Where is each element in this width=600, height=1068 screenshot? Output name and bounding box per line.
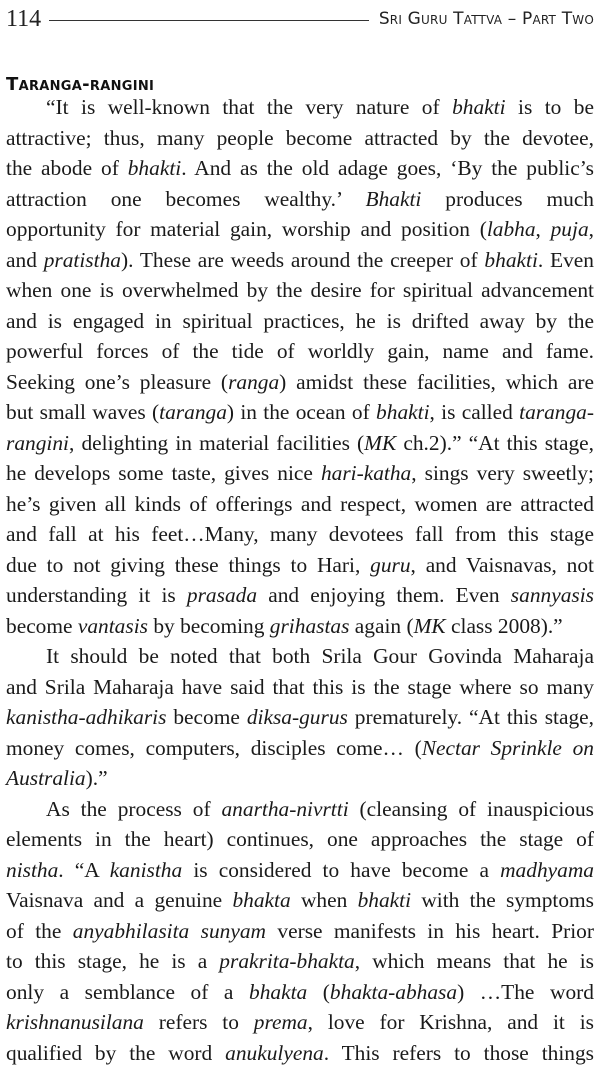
text-run: , which means that he is xyxy=(355,949,594,973)
text-run: ch.2).” “At this stage, xyxy=(396,431,594,455)
text-run: the abode of xyxy=(6,156,128,180)
text-line xyxy=(6,580,594,611)
text-line xyxy=(6,641,594,672)
section-heading: Taranga-rangini xyxy=(6,74,154,95)
italic-term: anartha-nivrtti xyxy=(221,797,348,821)
italic-term: bhakti xyxy=(484,248,537,272)
text-line xyxy=(6,611,594,642)
text-line xyxy=(6,855,594,886)
text-run: . This refers to those things xyxy=(324,1041,594,1065)
running-head xyxy=(6,2,594,36)
text-run: and Srila Maharaja have said that this is the stage where so many xyxy=(6,675,594,699)
text-line xyxy=(6,153,594,184)
text-run: and enjoying them. Even xyxy=(257,583,511,607)
text-run: . And as the old adage goes, ‘By the public’s xyxy=(181,156,594,180)
text-run: he develops some taste, gives nice xyxy=(6,461,321,485)
italic-term: bhakti xyxy=(452,95,505,119)
text-run: become xyxy=(6,614,78,638)
italic-term: anukulyena xyxy=(225,1041,324,1065)
text-run: when one is overwhelmed by the desire for spiritual advancement xyxy=(6,278,594,302)
italic-term: diksa-gurus xyxy=(247,705,348,729)
italic-term: prasada xyxy=(187,583,257,607)
text-run: ). These are weeds around the creeper of xyxy=(121,248,484,272)
text-line xyxy=(6,245,594,276)
text-run: Vaisnava and a genuine xyxy=(6,888,232,912)
text-run: opportunity for material gain, worship and position ( xyxy=(6,217,487,241)
italic-term: prakrita-bhakta xyxy=(219,949,354,973)
text-line xyxy=(6,550,594,581)
text-run: (cleansing of inauspicious xyxy=(349,797,594,821)
text-run: , xyxy=(589,217,594,241)
italic-term: grihastas xyxy=(270,614,350,638)
text-run: ) in the ocean of xyxy=(227,400,376,424)
text-line xyxy=(6,458,594,489)
body-text xyxy=(6,92,594,1068)
text-run: to this stage, he is a xyxy=(6,949,219,973)
italic-term: MK xyxy=(414,614,446,638)
text-run: attractive; thus, many people become attracted by the devotee, xyxy=(6,126,594,150)
text-run: is to be xyxy=(506,95,594,119)
text-run: prematurely. “At this stage, xyxy=(348,705,594,729)
text-run: It should be noted that both Srila Gour Govinda Maharaja xyxy=(46,644,594,668)
text-line xyxy=(6,428,594,459)
text-line xyxy=(6,763,594,794)
text-run: of the xyxy=(6,919,73,943)
text-run: by becoming xyxy=(148,614,270,638)
text-line xyxy=(6,794,594,825)
italic-term: kanistha-adhikaris xyxy=(6,705,166,729)
text-run: with the symptoms xyxy=(411,888,594,912)
text-line xyxy=(6,672,594,703)
italic-term: vantasis xyxy=(78,614,148,638)
italic-term: krishnanusilana xyxy=(6,1010,144,1034)
text-run: due to not giving these things to Hari, xyxy=(6,553,370,577)
italic-term: bhakti xyxy=(358,888,411,912)
text-run: is considered to have become a xyxy=(182,858,500,882)
text-run: elements in the heart) continues, one approaches the stage of xyxy=(6,827,594,851)
italic-term: bhakti xyxy=(376,400,429,424)
text-run: attraction one becomes wealthy.’ xyxy=(6,187,366,211)
italic-term: labha xyxy=(487,217,536,241)
header-rule xyxy=(49,20,369,21)
text-run: As the process of xyxy=(46,797,221,821)
text-run: , delighting in material facilities ( xyxy=(69,431,364,455)
italic-term: ranga xyxy=(228,370,279,394)
text-run: ( xyxy=(307,980,330,1004)
italic-term: madhyama xyxy=(500,858,594,882)
text-run: , sings very sweetly; xyxy=(411,461,594,485)
text-line xyxy=(6,519,594,550)
text-run: ) amidst these facilities, which are xyxy=(279,370,594,394)
text-line xyxy=(6,733,594,764)
text-line xyxy=(6,702,594,733)
text-run: and xyxy=(6,248,44,272)
text-line xyxy=(6,1007,594,1038)
text-run: . Even xyxy=(538,248,594,272)
text-run: but small waves ( xyxy=(6,400,159,424)
text-run: verse manifests in his heart. Prior xyxy=(266,919,594,943)
text-run: Seeking one’s pleasure ( xyxy=(6,370,228,394)
text-line xyxy=(6,946,594,977)
italic-term: guru xyxy=(370,553,410,577)
text-line xyxy=(6,824,594,855)
italic-term: kanistha xyxy=(110,858,183,882)
text-run: qualified by the word xyxy=(6,1041,225,1065)
text-run: only a semblance of a xyxy=(6,980,249,1004)
text-line xyxy=(6,489,594,520)
text-run: powerful forces of the tide of worldly gain, name and fame. xyxy=(6,339,594,363)
text-line xyxy=(6,123,594,154)
text-run: , love for Krishna, and it is xyxy=(308,1010,594,1034)
page-number: 114 xyxy=(6,6,41,33)
text-run: . “A xyxy=(58,858,109,882)
italic-term: pratistha xyxy=(44,248,121,272)
text-run: class 2008).” xyxy=(446,614,563,638)
text-run: become xyxy=(166,705,246,729)
text-run: , is called xyxy=(430,400,520,424)
italic-term: Nectar Sprinkle on xyxy=(422,736,594,760)
italic-term: Bhakti xyxy=(366,187,422,211)
italic-term: taranga- xyxy=(519,400,594,424)
text-line xyxy=(6,397,594,428)
text-run: money comes, computers, disciples come… ( xyxy=(6,736,422,760)
text-line xyxy=(6,885,594,916)
italic-term: bhakta-abhasa xyxy=(330,980,457,1004)
text-line xyxy=(6,367,594,398)
text-run: again ( xyxy=(349,614,413,638)
italic-term: MK xyxy=(364,431,396,455)
italic-term: Australia xyxy=(6,766,86,790)
text-line xyxy=(6,1038,594,1068)
italic-term: anyabhilasita sunyam xyxy=(73,919,266,943)
text-run: when xyxy=(291,888,358,912)
italic-term: nistha xyxy=(6,858,58,882)
text-line xyxy=(6,306,594,337)
text-line xyxy=(6,92,594,123)
text-run: produces much xyxy=(421,187,594,211)
running-title: Sri Guru Tattva – Part Two xyxy=(379,9,594,29)
italic-term: bhakti xyxy=(128,156,181,180)
italic-term: bhakta xyxy=(232,888,290,912)
text-line xyxy=(6,214,594,245)
text-run: understanding it is xyxy=(6,583,187,607)
text-line xyxy=(6,916,594,947)
text-run: ) …The word xyxy=(457,980,594,1004)
text-run: refers to xyxy=(144,1010,254,1034)
italic-term: prema xyxy=(254,1010,308,1034)
italic-term: taranga xyxy=(159,400,227,424)
text-run: “It is well-known that the very nature of xyxy=(46,95,452,119)
text-line xyxy=(6,275,594,306)
italic-term: bhakta xyxy=(249,980,307,1004)
text-run: , and Vaisnavas, not xyxy=(411,553,594,577)
italic-term: sannyasis xyxy=(511,583,594,607)
text-run: he’s given all kinds of offerings and respect, women are attracted xyxy=(6,492,594,516)
text-line xyxy=(6,336,594,367)
text-run: ).” xyxy=(86,766,108,790)
text-run: and fall at his feet…Many, many devotees fall from this stage xyxy=(6,522,594,546)
italic-term: hari-katha xyxy=(321,461,411,485)
text-line xyxy=(6,184,594,215)
italic-term: puja xyxy=(551,217,589,241)
italic-term: rangini xyxy=(6,431,69,455)
text-line xyxy=(6,977,594,1008)
text-run: , xyxy=(536,217,551,241)
text-run: and is engaged in spiritual practices, he is drifted away by the xyxy=(6,309,594,333)
